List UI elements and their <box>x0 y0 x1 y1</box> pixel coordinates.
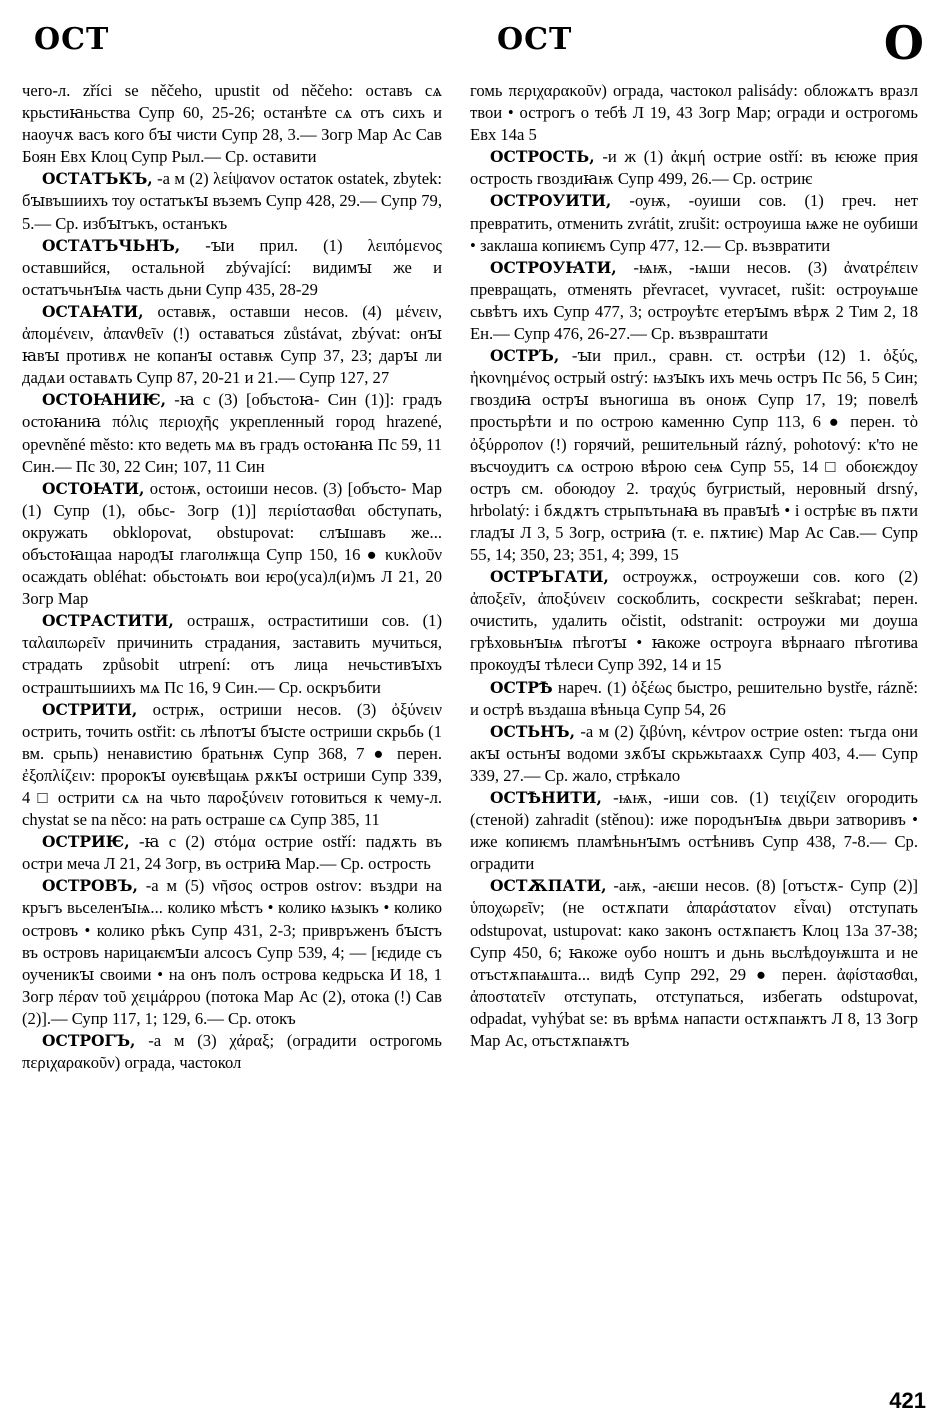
dictionary-entry <box>470 721 918 787</box>
entry-headword: ОСТЬНЪ, <box>490 721 576 741</box>
dictionary-entry <box>22 610 442 698</box>
entry-headword: ОСТРОУИТИ, <box>490 191 612 211</box>
entry-text: остроужѫ, остроужеши сов. кого (2) ἀποξεῖν, ἀποξύνειν соскоблить, соскрести seškrabat; перен. очистить, удалить očistit, odstranit: остроужи ми доуша грѣховьнꙑѩ пѣготꙑ • ꙗкоже остроуга вѣрнааго пѣготива прокоудꙑ тѣлеси Супр 392, 14 и 15 <box>470 567 919 675</box>
dictionary-entry <box>470 80 918 146</box>
dictionary-entry <box>22 80 442 168</box>
entry-text: -оуѭ, -оуиши сов. (1) греч. нет превратить, отменить zvrátit, zrušit: остроуиша ѩже не оубиши • заклаша копиѥмъ Супр 477, 12.— Ср. възвратити <box>470 191 918 255</box>
entry-headword: ОСТѢНИТИ, <box>490 788 602 807</box>
entry-headword: ОСТОꙖТИ, <box>42 478 145 498</box>
entry-text: -ꙑи прил. (1) λειπόμενος оставшийся, остальной zbývající: видимꙑ же и остатъчьнꙑѩ часть дьни Супр 435, 28-29 <box>22 235 442 299</box>
dictionary-entry <box>22 478 442 611</box>
entry-text: -и ж (1) ἀκμή острие ostří: въ ѥюже прия острость гвоздиꙗѭ Супр 499, 26.— Ср. остриѥ <box>470 147 918 189</box>
entry-headword: ОСТРАСТИТИ, <box>42 611 174 631</box>
section-letter: О <box>883 16 924 70</box>
entry-text: -а м (3) χάραξ; (оградити острогомь περιχαρακοῦν) ограда, частокол <box>22 1031 442 1073</box>
entry-headword: ОСТРОСТЬ, <box>490 147 595 167</box>
dictionary-entry <box>470 257 918 345</box>
right-running-headword: ОСТ <box>497 22 573 57</box>
dictionary-entry <box>470 190 918 256</box>
dictionary-entry <box>22 389 442 477</box>
entry-headword: ОСТАꙖТИ, <box>42 301 144 321</box>
entry-headword: ОСТРЪГАТИ, <box>490 567 609 587</box>
entry-text: -ꙗ с (2) στόμα острие ostří: падѫть въ остри меча Л 21, 24 Зогр, въ остриꙗ Мар.— Ср. острость <box>22 832 442 874</box>
dictionary-entry <box>470 566 918 676</box>
entry-headword: ОСТРОВЪ, <box>42 876 138 896</box>
entry-text: -а м (2) ζιβύνη, κέντρον острие osten: тъгда они акꙑ остьнꙑ водоми зѫбꙑ скрьжьтаахѫ Супр 403, 4.— Супр 339, 27.— Ср. жало, стрѣкало <box>470 721 918 785</box>
entry-text: остоѭ, остоиши несов. (3) [объсто- Мар (1) Супр (1), обьс- Зогр (1)] περιίστασθαι обступать, окружать obklopovat, obstupovat: слꙑшавъ же... объстоꙗщаа народꙑ глаголѭща Супр 150, 16 ● κυκλοῦν осаждать obléhat: обьстоѩть вои ѥро(уса)л(и)мъ Л 21, 20 Зогр Мар <box>22 478 442 609</box>
left-column <box>22 80 442 1074</box>
entry-text: -ꙑи прил., сравн. ст. острѣи (12) 1. ὀξύς, ἠκονημένος острый ostrý: ѩзꙑкъ ихъ мечь остръ Пс 56, 5 Син; гвоздиꙗ острꙑ въногиша въ оноѭ Супр 17, 19; повелѣ простьрѣти и по острою каменню Супр 113, 6 ● перен. τὸ ὀξύρροπον (!) горячий, решительный rázný, pohotový: к'то не въсчоудитъ сѧ острою вѣрою сеѩ Супр 55, 14 □ обоѥждоу остръ см. обоюдоу 2. τραχύς бугристый, неровный drsný, hrbolatý: і бѫдѫтъ стрьпътьнаꙗ въ правꙑѣ • і острѣѥ въ пѫти гладꙑ Л 3, 5 Зогр, остриꙗ (т. е. пѫтиѥ) Мар Ас Сав.— Супр 55, 14; 350, 23; 351, 4; 399, 15 <box>470 346 918 564</box>
dictionary-entry <box>22 1030 442 1074</box>
dictionary-entry <box>22 831 442 875</box>
left-running-headword: ОСТ <box>34 22 110 57</box>
dictionary-entry <box>22 699 442 832</box>
entry-headword: ОСТРЪ, <box>490 346 560 366</box>
entry-headword: ОСТАТЪКЪ, <box>42 169 153 189</box>
entry-headword: ОСТАТЪЧЬНЪ, <box>42 235 181 255</box>
dictionary-entry <box>470 146 918 190</box>
entry-text: -а м (5) νῆσος остров ostrov: въздри на кръгъ вьселенꙑѩ... колико мѣстъ • колико ѩзыкъ • колико островъ • колико рѣкъ Супр 431, 2-3; привръженъ бꙑстъ въ островъ нарицаѥмꙑи алсосъ Супр 539, 4; — [ѥдиде съ оученикꙑ своими • на онъ полъ острова кедрьска И 18, 1 Зогр πέραν τοῦ χειμάρρου (потока Мар Ас (2), отока (!) Сав (2)].— Супр 117, 1; 129, 6.— Ср. отокъ <box>22 876 442 1028</box>
entry-headword: ОСТРѢ <box>490 677 553 697</box>
entry-headword: ОСТРИѤ, <box>42 832 130 852</box>
dictionary-entry <box>470 345 918 566</box>
entry-text: острашѫ, остраститиши сов. (1) ταλαιπωρεῖν причинить страдания, заставить мучиться, страдать způsobit utrpení: отъ лица нечьстивꙑхъ остраштьшиихъ мѧ Пс 16, 9 Син.— Ср. оскръбити <box>22 611 442 697</box>
entry-text: чего-л. zříci se něčeho, upustit od něčeho: оставъ сѧ крьстиꙗньства Супр 60, 25-26; останѣте сѧ отъ сихъ и наоучѫ васъ кого бꙑ чисти Супр 28, 3.— Зогр Мар Ас Сав Боян Евх Клоц Супр Рыл.— Ср. оставити <box>22 81 442 167</box>
dictionary-entry <box>22 875 442 1030</box>
dictionary-entry <box>470 677 918 721</box>
entry-text: -аѭ, -аѥши несов. (8) [отъстѫ- Супр (2)] ὑποχωρεῖν; (не остѫпати ἀπαράστατον εἶναι) отступать odstupovat, ustupovat: како законъ остѫпаѥтъ Клоц 13а 37-38; Супр 450, 6; ꙗкоже оубо ноштъ и дьнь вьслѣдоуѭшта и не отъстѫпаѩшта... видѣ Супр 292, 29 ● перен. ἀφίστασθαι, ἀποστατεῖν отступать, отступаться, избегать odstupovat, odpadat, vyhýbat se: въ врѣмѧ напасти остѫпаѭтъ Л 8, 13 Зогр Мар Ас, отъстѫпаѭтъ <box>470 876 918 1051</box>
entry-headword: ОСТРИТИ, <box>42 699 138 719</box>
dictionary-entry <box>22 235 442 301</box>
page-number: 421 <box>889 1388 926 1413</box>
entry-headword: ОСТѪПАТИ, <box>490 876 607 896</box>
running-header <box>0 18 950 68</box>
entry-text: острѭ, остриши несов. (3) ὀξύνειν острить, точить ostřit: сь лѣпотꙑ бꙑсте остриши скрьбь (1 вм. срьпь) ненавистию братьнѭ Супр 368, 7 ● перен. ἐξοπλίζειν: пророкꙑ оуѥвѣщаѩ рѫкꙑ остриши Супр 339, 4 □ острити сѧ на чьто παροξύνειν готовиться к чему-л. chystat se na něco: на рать остраше сѧ Супр 385, 11 <box>22 699 443 830</box>
entry-text: нареч. (1) ὀξέως быстро, решительно bystře, rázně: и острѣ въздаша вѣньца Супр 54, 26 <box>470 677 918 719</box>
entry-text: -ѩѭ, -ѩши несов. (3) ἀνατρέπειν превращать, отменять převracet, vyvracet, rušit: остроуѩше сьвѣтъ ихъ Супр 477, 3; остроуѣтє етерꙑмъ вѣрѫ 2 Тим 2, 18 Ен.— Супр 476, 26-27.— Ср. възвраштати <box>470 257 919 344</box>
right-column <box>470 80 918 1052</box>
entry-text: гомь περιχαρακοῦν) ограда, частокол palisády: обложѧтъ вразл твои • острогъ о тебѣ Л 19, 43 Зогр Мар; огради и острогомь Евх 14а 5 <box>470 81 918 145</box>
dictionary-entry <box>470 875 918 1052</box>
entry-headword: ОСТОꙖНИѤ, <box>42 390 167 410</box>
dictionary-entry <box>22 168 442 234</box>
entry-text: оставѭ, оставши несов. (4) μένειν, ἀπομένειν, ἀπανθεῖν (!) оставаться zůstávat, zbývat: онꙑ ꙗвꙑ противѫ не копанꙑ оставѭ Супр 37, 23; дарꙑ ли дадѧи оставѧть Супр 87, 20-21 и 21.— Супр 127, 27 <box>22 301 442 388</box>
entry-text: -а м (2) λείψανον остаток ostatek, zbytek: бꙑвъшиихъ тоу остатъкꙑ въземъ Супр 428, 29.— Супр 79, 5.— Ср. избꙑтъкъ, останъкъ <box>22 169 443 233</box>
entry-headword: ОСТРОУꙖТИ, <box>490 257 617 277</box>
dictionary-entry <box>470 787 918 875</box>
dictionary-entry <box>22 301 442 389</box>
entry-text: -ѩѭ, -иши сов. (1) τειχίζειν огородить (стеной) zahradit (stěnou): иже породънꙑѩ двьри затворивъ • иже копиѥмъ пламѣньнꙑмъ остѣнивъ Супр 438, 7-8.— Ср. оградити <box>470 788 918 874</box>
entry-text: -ꙗ с (3) [объстоꙗ- Син (1)]: градъ остоꙗниꙗ πόλις περιοχῆς укрепленный город hrazené, opevněné město: кто ведеть мѧ въ градъ остоꙗнꙗ Пс 59, 11 Син.— Пс 30, 22 Син; 107, 11 Син <box>22 390 442 476</box>
entry-headword: ОСТРОГЪ, <box>42 1031 136 1051</box>
